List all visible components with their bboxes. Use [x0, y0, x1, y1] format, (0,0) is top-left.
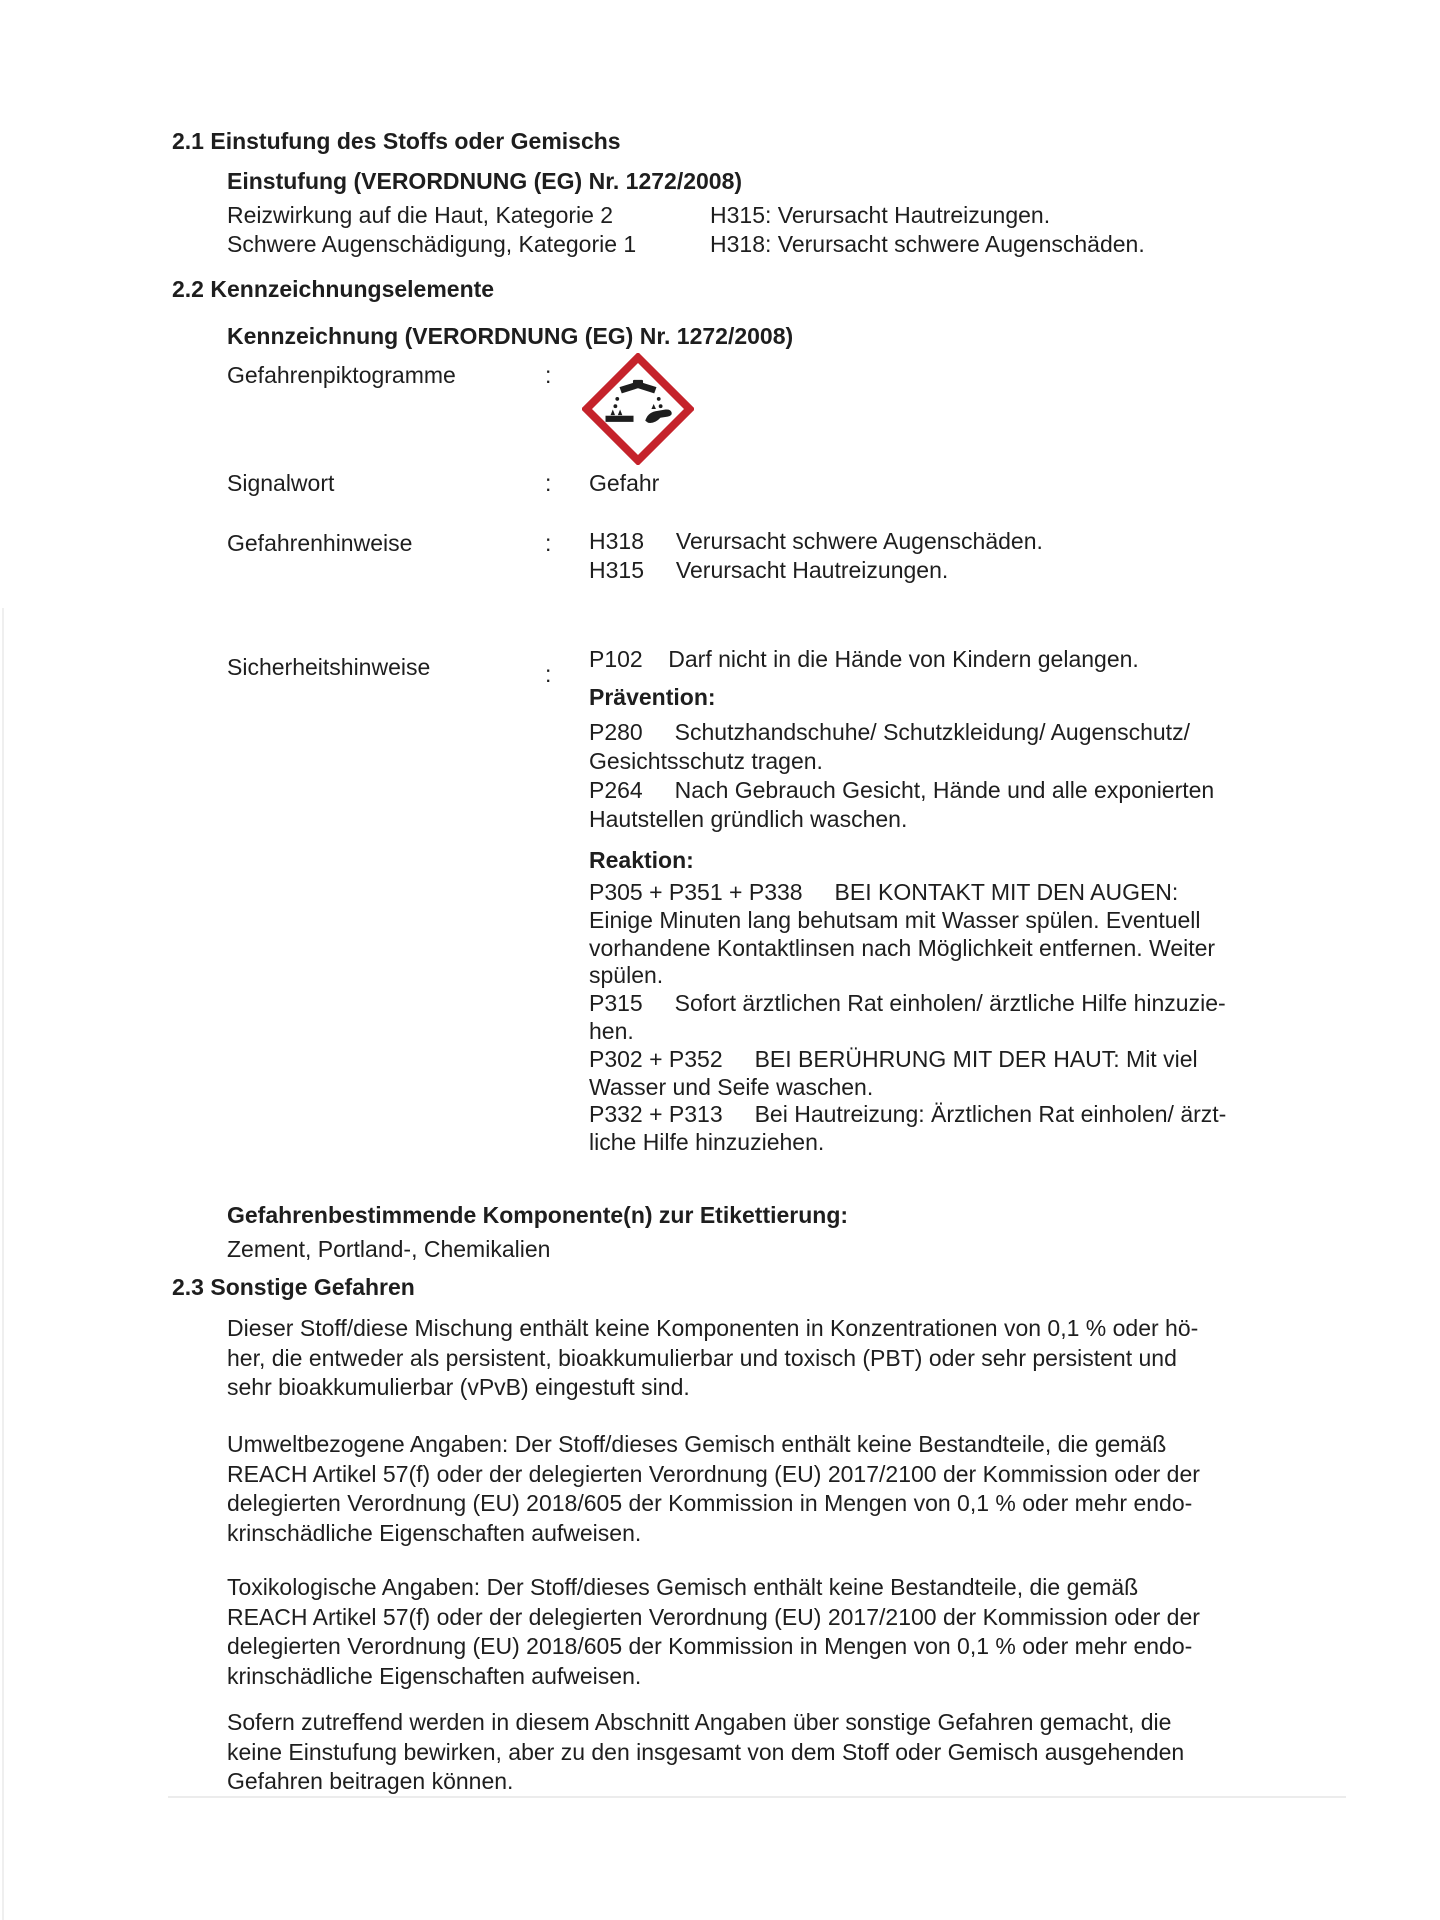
- text-line: Gefahren beitragen können.: [227, 1768, 514, 1794]
- section-2-3-paragraph: [227, 1573, 1200, 1691]
- text-line: Hautstellen gründlich waschen.: [589, 806, 908, 832]
- text-line: Sofern zutreffend werden in diesem Abschnitt Angaben über sonstige Gefahren gemacht, die: [227, 1709, 1172, 1735]
- text-line: Umweltbezogene Angaben: Der Stoff/dieses Gemisch enthält keine Bestandteile, die gemäß: [227, 1431, 1167, 1457]
- colon: :: [545, 661, 552, 687]
- reaction-heading: Reaktion:: [589, 847, 694, 873]
- section-2-3-paragraph: [227, 1708, 1184, 1797]
- text-line: Wasser und Seife waschen.: [589, 1073, 874, 1100]
- text-line: REACH Artikel 57(f) oder der delegierten Verordnung (EU) 2017/2100 der Kommission oder der: [227, 1460, 1200, 1487]
- signal-word-value: Gefahr: [589, 470, 660, 496]
- hazard-statements-label: Gefahrenhinweise: [227, 530, 413, 556]
- section-2-3-paragraph: [227, 1430, 1200, 1548]
- text-line: P315 Sofort ärztlichen Rat einholen/ ärztliche Hilfe hinzuzie-: [589, 990, 1226, 1017]
- text-line: P332 + P313 Bei Hautreizung: Ärztlichen Rat einholen/ ärzt-: [589, 1101, 1227, 1128]
- text-line: P305 + P351 + P338 BEI KONTAKT MIT DEN AUGEN:: [589, 879, 1179, 905]
- prevention-list: [589, 718, 1214, 834]
- precautionary-label: Sicherheitshinweise: [227, 654, 431, 680]
- classification-statement: H318: Verursacht schwere Augenschäden.: [710, 231, 1145, 257]
- precaution-general-line: P102 Darf nicht in die Hände von Kindern gelangen.: [589, 646, 1139, 672]
- section-2-3-paragraph: [227, 1314, 1198, 1403]
- labelling-components-value: Zement, Portland-, Chemikalien: [227, 1236, 551, 1262]
- text-line: Toxikologische Angaben: Der Stoff/dieses Gemisch enthält keine Bestandteile, die gemäß: [227, 1574, 1139, 1600]
- classification-category: Reizwirkung auf die Haut, Kategorie 2: [227, 202, 614, 228]
- text-line: vorhandene Kontaktlinsen nach Möglichkeit entfernen. Weiter: [589, 934, 1216, 961]
- kennzeichnung-subheading: Kennzeichnung (VERORDNUNG (EG) Nr. 1272/2008): [227, 323, 794, 349]
- prevention-heading: Prävention:: [589, 684, 716, 710]
- text-line: REACH Artikel 57(f) oder der delegierten Verordnung (EU) 2017/2100 der Kommission oder der: [227, 1603, 1200, 1630]
- text-line: Dieser Stoff/diese Mischung enthält keine Komponenten in Konzentrationen von 0,1 % oder hö-: [227, 1315, 1199, 1341]
- section-divider: [168, 1796, 1346, 1798]
- signal-word-label: Signalwort: [227, 470, 335, 496]
- colon: :: [545, 362, 552, 388]
- text-line: her, die entweder als persistent, bioakkumulierbar und toxisch (PBT) oder sehr persistent und: [227, 1344, 1177, 1371]
- colon: :: [545, 530, 552, 556]
- section-2-3-heading: 2.3 Sonstige Gefahren: [172, 1274, 415, 1300]
- classification-row: [227, 201, 1145, 230]
- text-line: P302 + P352 BEI BERÜHRUNG MIT DER HAUT: Mit viel: [589, 1045, 1198, 1072]
- text-line: H318 Verursacht schwere Augenschäden.: [589, 528, 1043, 554]
- text-line: spülen.: [589, 962, 664, 989]
- text-line: liche Hilfe hinzuziehen.: [589, 1129, 825, 1156]
- text-line: P280 Schutzhandschuhe/ Schutzkleidung/ Augenschutz/: [589, 719, 1190, 745]
- classification-category: Schwere Augenschädigung, Kategorie 1: [227, 231, 637, 257]
- pictogram-diamond-border: [586, 357, 689, 460]
- section-2-2-heading: 2.2 Kennzeichnungselemente: [172, 276, 495, 302]
- page-edge-scan-line: [2, 608, 4, 1920]
- classification-table: [227, 201, 1145, 259]
- colon: :: [545, 470, 552, 496]
- text-line: delegierten Verordnung (EU) 2018/605 der Kommission in Mengen von 0,1 % oder mehr endo-: [227, 1490, 1193, 1516]
- text-line: P264 Nach Gebrauch Gesicht, Hände und alle exponierten: [589, 777, 1215, 803]
- hazard-statements-list: [589, 527, 1043, 585]
- text-line: H315 Verursacht Hautreizungen.: [589, 557, 949, 583]
- text-line: delegierten Verordnung (EU) 2018/605 der Kommission in Mengen von 0,1 % oder mehr endo-: [227, 1633, 1193, 1659]
- text-line: krinschädliche Eigenschaften aufweisen.: [227, 1662, 642, 1689]
- ghs05-corrosion-icon: [582, 353, 694, 465]
- section-2-1-heading: 2.1 Einstufung des Stoffs oder Gemischs: [172, 128, 621, 154]
- einstufung-subheading: Einstufung (VERORDNUNG (EG) Nr. 1272/2008): [227, 168, 743, 194]
- text-line: Gesichtsschutz tragen.: [589, 748, 823, 774]
- reaction-list: [589, 879, 1226, 1157]
- labelling-components-heading: Gefahrenbestimmende Komponente(n) zur Etikettierung:: [227, 1202, 849, 1228]
- pictogram-label: Gefahrenpiktogramme: [227, 362, 456, 388]
- classification-row: [227, 230, 1145, 259]
- text-line: krinschädliche Eigenschaften aufweisen.: [227, 1519, 642, 1546]
- text-line: keine Einstufung bewirken, aber zu den insgesamt von dem Stoff oder Gemisch ausgehenden: [227, 1738, 1185, 1765]
- text-line: hen.: [589, 1017, 634, 1044]
- text-line: sehr bioakkumulierbar (vPvB) eingestuft sind.: [227, 1374, 690, 1400]
- classification-statement: H315: Verursacht Hautreizungen.: [710, 202, 1051, 228]
- text-line: Einige Minuten lang behutsam mit Wasser spülen. Eventuell: [589, 906, 1201, 933]
